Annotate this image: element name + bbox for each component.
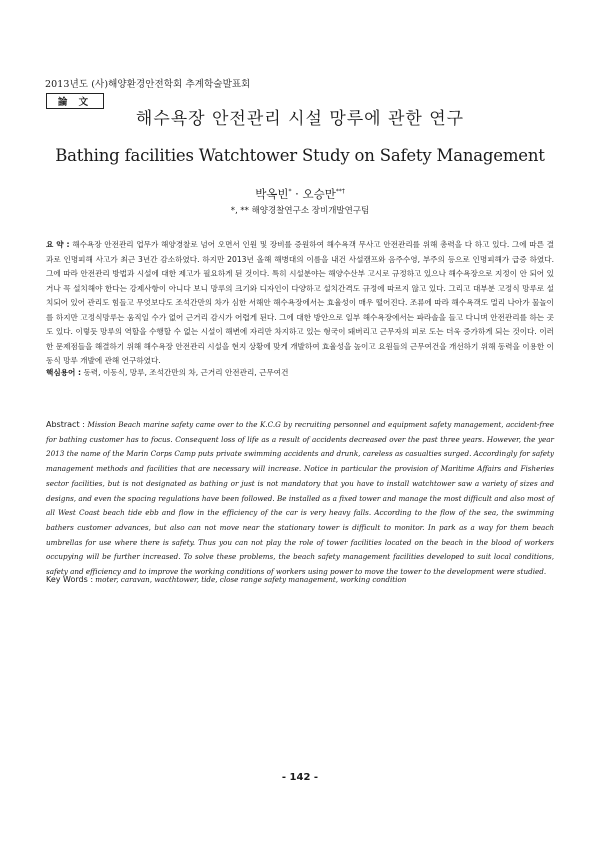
affiliation: *, ** 해양경찰연구소 장비개발연구팀 bbox=[230, 206, 370, 216]
keywords-korean-label: 핵심용어 : bbox=[46, 368, 82, 377]
page-number: - 142 - bbox=[281, 772, 319, 783]
author-1-mark: * bbox=[288, 188, 292, 196]
abstract-korean-label: 요 약 : bbox=[46, 240, 70, 249]
author-1: 박옥빈 bbox=[255, 187, 289, 201]
conference-header: 2013년도 (사)해양환경안전학회 추계학술발표회 bbox=[45, 79, 251, 90]
abstract-english-label: Abstract : bbox=[46, 420, 86, 429]
author-2-mark: **† bbox=[335, 188, 345, 196]
author-2: 오승만 bbox=[302, 187, 336, 201]
abstract-english bbox=[46, 418, 554, 580]
abstract-korean-text: 해수욕장 안전관리 업무가 해양경찰로 넘어 오면서 인원 및 장비를 증원하여 해수욕객 무사고 안전관리를 위해 총력을 다 하고 있다. 그에 따른 결과로 인명피해 사고가 최근 3년간 감소하였다. 하지만 2013년 올해 해병대의 이름을 내건 사설캠프와 음주수영, 부주의 등으로 인명피해가 급증 하였다. 그에 따라 안전관리 방법과 시설에 대한 제고가 필요하게 된 것이다. 특히 시설분야는 해양수산부 고시로 규정하고 있으나 해수욕장으로 지정이 안 되어 있거나 꼭 설치해야 한다는 강제사항이 아니다 보니 망루의 크기와 디자인이 다양하고 설치간격도 규정에 따르지 않고 있다. 그리고 대부분 고정식 망루로 설치되어 있어 관리도 힘들고 무엇보다도 조석간만의 차가 심한 서해안 해수욕장에서는 효율성이 매우 떨어진다. 조류에 따라 해수욕객도 멀리 나아가 물놀이를 하지만 고정식망루는 움직일 수가 없어 근거리 감시가 어렵게 된다. 그에 대한 방안으로 일부 해수욕장에서는 파라솔을 들고 다니며 안전관리를 하는 곳도 있다. 이렇듯 망루의 역할을 수행할 수 없는 시설이 해변에 자리만 차지하고 있는 형국이 돼버리고 근무자의 피로 도는 더욱 증가하게 되는 것이다. 이러한 문제점들을 해결하기 위해 해수욕장 안전관리 시설을 현지 상황에 맞게 개발하여 효율성을 높이고 요원들의 근무여건을 개선하기 위해 동력을 이용한 이동식 망루 개발에 관해 연구하였다. bbox=[46, 240, 555, 365]
author-line bbox=[0, 186, 600, 202]
keywords-english-label: Key Words : bbox=[46, 575, 94, 584]
title-korean: 해수욕장 안전관리 시설 망루에 관한 연구 bbox=[135, 109, 465, 129]
keywords-korean bbox=[46, 367, 554, 378]
keywords-korean-text: 동력, 이동식, 망루, 조석간만의 차, 근거리 안전관리, 근무여건 bbox=[81, 368, 289, 377]
keywords-english bbox=[46, 575, 554, 584]
title-english: Bathing facilities Watchtower Study on Safety Management bbox=[55, 146, 545, 165]
abstract-korean bbox=[46, 238, 554, 369]
author-separator: · bbox=[291, 187, 303, 201]
paper-type-badge: 論 文 bbox=[46, 93, 104, 109]
keywords-english-text: moter, caravan, wacthtower, tide, close range safety management, working condition bbox=[93, 575, 407, 584]
abstract-english-text: Mission Beach marine safety came over to the K.C.G by recruiting personnel and equipment safety management, accident-free for bathing customer has to focus. Consequent loss of life as a result of accidents decreased over the past three years. However, the year 2013 the name of the Marin Corps Camp puts private swimming accidents and drunk, careless as casualties surged. Accordingly for safety management methods and facilities that are necessary will increase. Notice in particular the provision of Maritime Affairs and Fisheries sector facilities, but is not designated as bathing or just is not mandatory that you have to install watchtower saw a variety of sizes and designs, and even the spacing regulations have been followed. Be installed as a fixed tower and manage the most difficult and also most of all West Coast beach tide ebb and flow in the efficiency of the car is very heavy falls. According to the flow of the sea, the swimming bathers customer advances, but also can not move near the stationary tower is difficult to monitor. In park as a way for them beach umbrellas for use where there is safety. Thus you can not play the role of tower facilities located on the beach in the blood of workers occupying will be further increased. To solve these problems, the beach safety management facilities developed to suit local conditions, safety and efficiency and to improve the working conditions of workers using power to move the tower to the development were studied. bbox=[46, 420, 554, 577]
